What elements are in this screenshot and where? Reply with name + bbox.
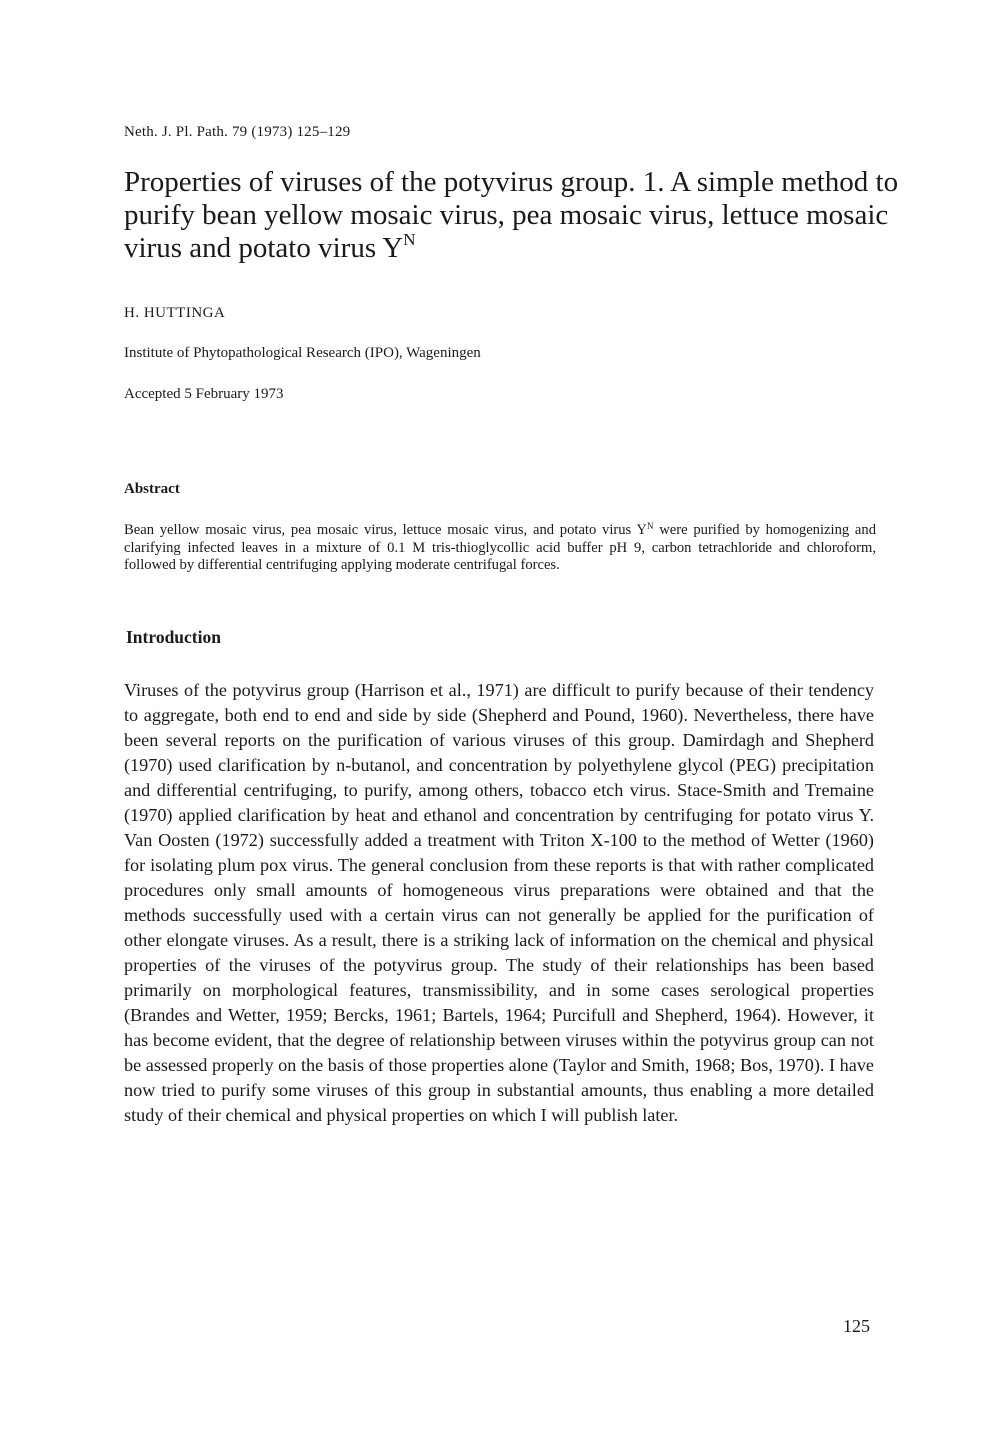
page-number: 125 bbox=[843, 1316, 870, 1336]
introduction-heading: Introduction bbox=[126, 627, 221, 647]
author-name: H. HUTTINGA bbox=[124, 305, 226, 321]
article-title bbox=[124, 166, 904, 265]
introduction-text: Viruses of the potyvirus group (Harrison et al., 1971) are difficult to purify because of their tendency to aggregate, both end to end and side by side (Shepherd and Pound, 1960). Nevertheless, there have been several reports on the purification of various viruses of this group. Damirdagh and Shepherd (1970) used clarification by n-butanol, and concentration by polyethylene glycol (PEG) precipitation and differential centrifuging, to purify, among others, tobacco etch virus. Stace-Smith and Tremaine (1970) applied clarification by heat and ethanol and concentration by centrifuging for potato virus Y. Van Oosten (1972) successfully added a treatment with Triton X-100 to the method of Wetter (1960) for isolating plum pox virus. The general conclusion from these reports is that with rather complicated procedures only small amounts of homogeneous virus preparations were obtained and that the methods successfully used with a certain virus can not generally be applied for the purification of other elongate viruses. As a result, there is a striking lack of information on the chemical and physical properties of the viruses of the potyvirus group. The study of their relationships has been based primarily on morphological features, transmissibility, and in some cases serological properties (Brandes and Wetter, 1959; Bercks, 1961; Bartels, 1964; Purcifull and Shepherd, 1964). However, it has become evident, that the degree of relationship between viruses within the potyvirus group can not be assessed properly on the basis of those properties alone (Taylor and Smith, 1968; Bos, 1970). I have now tried to purify some viruses of this group in substantial amounts, thus enabling a more detailed study of their chemical and physical properties on which I will publish later. bbox=[124, 680, 874, 1125]
accepted-date: Accepted 5 February 1973 bbox=[124, 386, 284, 402]
abstract-superscript: N bbox=[646, 521, 654, 531]
abstract-text bbox=[124, 522, 876, 575]
article-title-text: Properties of viruses of the potyvirus group. 1. A simple method to purify bean yellow mosaic virus, pea mosaic virus, lettuce mosaic virus and potato virus Y bbox=[124, 166, 899, 264]
abstract-text-part-2: were purified by homogenizing and clarifying infected leaves in a mixture of 0.1 M tris-thioglycollic acid buffer pH 9, carbon tetrachloride and chloroform, followed by differential centrifuging applying moderate centrifugal forces. bbox=[124, 522, 876, 573]
abstract-heading: Abstract bbox=[124, 481, 180, 497]
abstract-text-part-1: Bean yellow mosaic virus, pea mosaic virus, lettuce mosaic virus, and potato virus Y bbox=[124, 522, 647, 538]
title-superscript: N bbox=[403, 230, 416, 249]
journal-reference: Neth. J. Pl. Path. 79 (1973) 125–129 bbox=[124, 124, 351, 140]
author-affiliation: Institute of Phytopathological Research (IPO), Wageningen bbox=[124, 345, 481, 361]
